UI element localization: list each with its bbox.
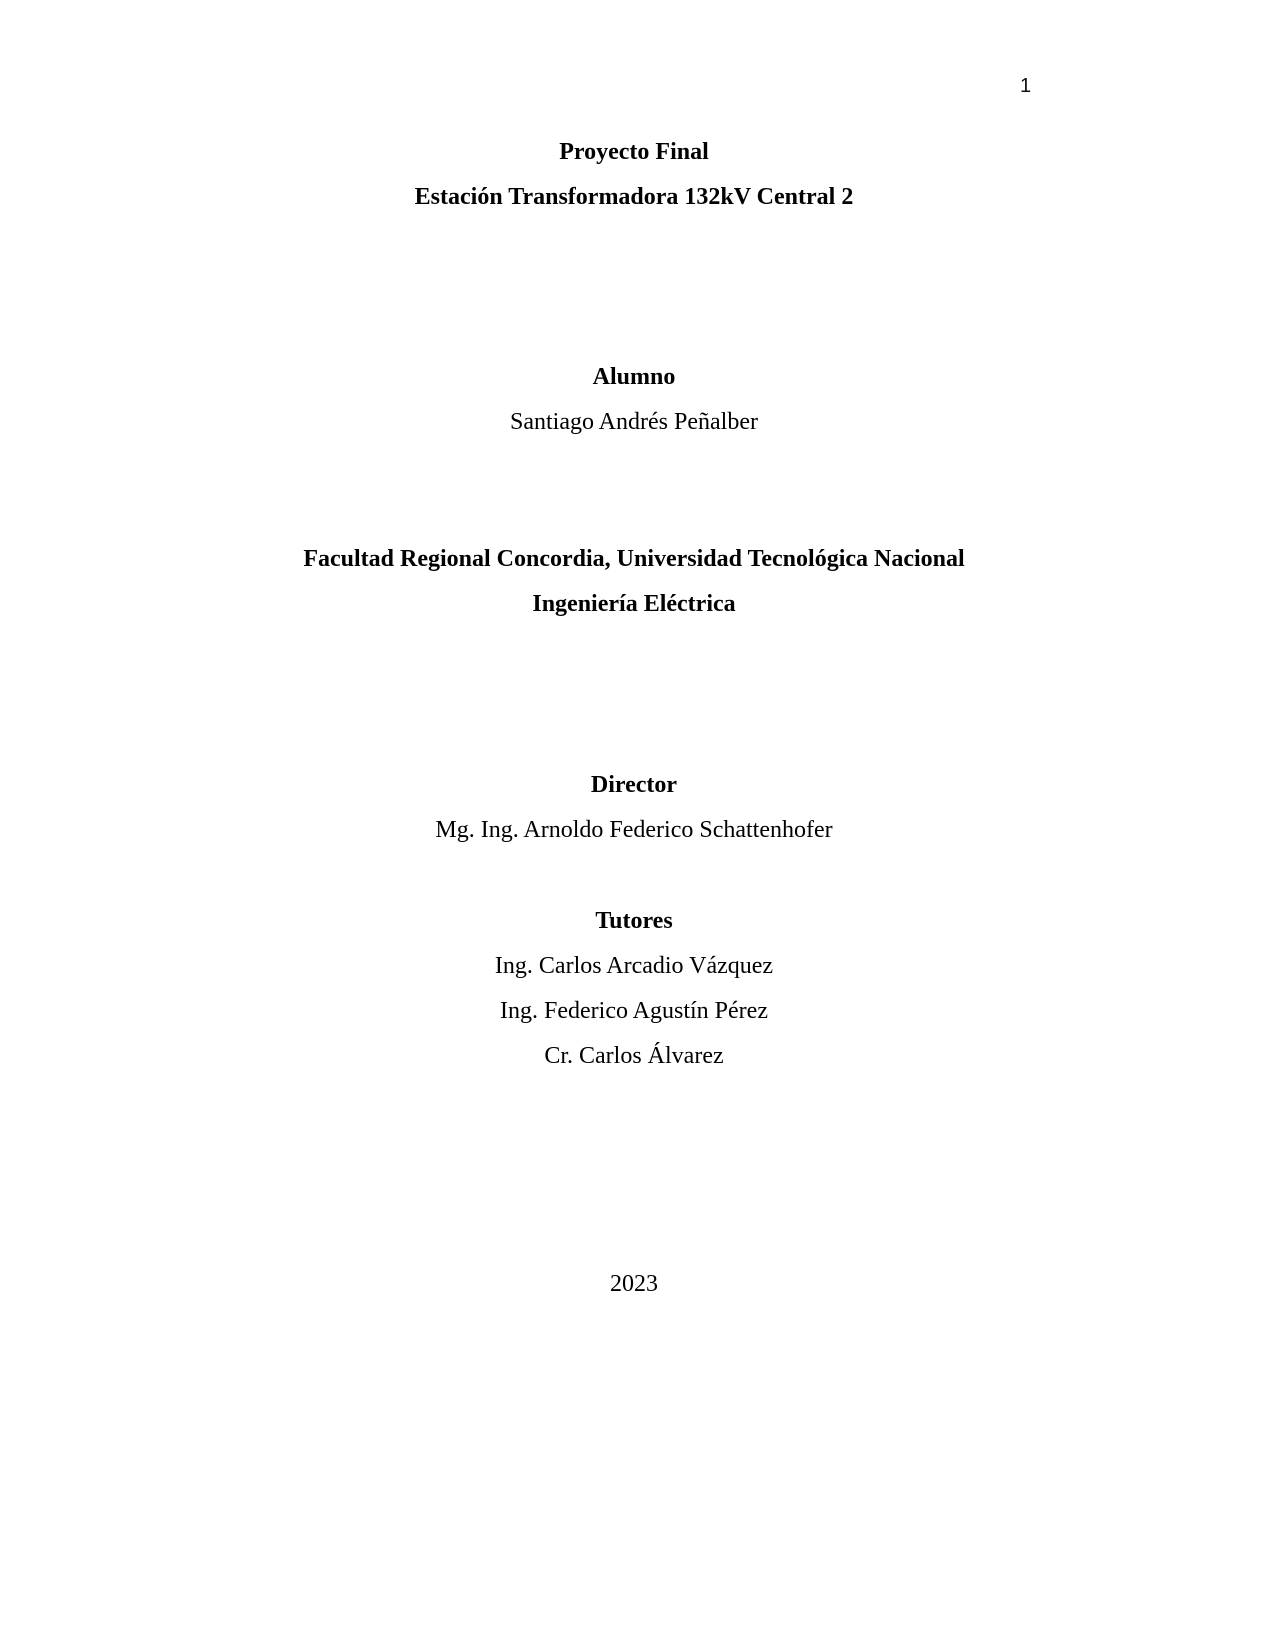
faculty-name: Facultad Regional Concordia, Universidad Tecnológica Nacional [303,546,965,572]
career-name: Ingeniería Eléctrica [532,591,736,617]
tutor-name: Ing. Carlos Arcadio Vázquez [494,953,774,979]
tutors-heading: Tutores [595,908,673,934]
director-heading: Director [590,772,678,798]
student-name: Santiago Andrés Peñalber [510,409,758,435]
page-number: 1 [1020,75,1032,97]
tutor-name: Ing. Federico Agustín Pérez [500,998,768,1024]
director-name: Mg. Ing. Arnoldo Federico Schattenhofer [435,817,833,843]
project-title: Proyecto Final [559,139,709,165]
year: 2023 [610,1271,658,1297]
project-subtitle: Estación Transformadora 132kV Central 2 [414,184,854,210]
student-heading: Alumno [592,364,676,390]
tutor-name: Cr. Carlos Álvarez [544,1043,724,1069]
